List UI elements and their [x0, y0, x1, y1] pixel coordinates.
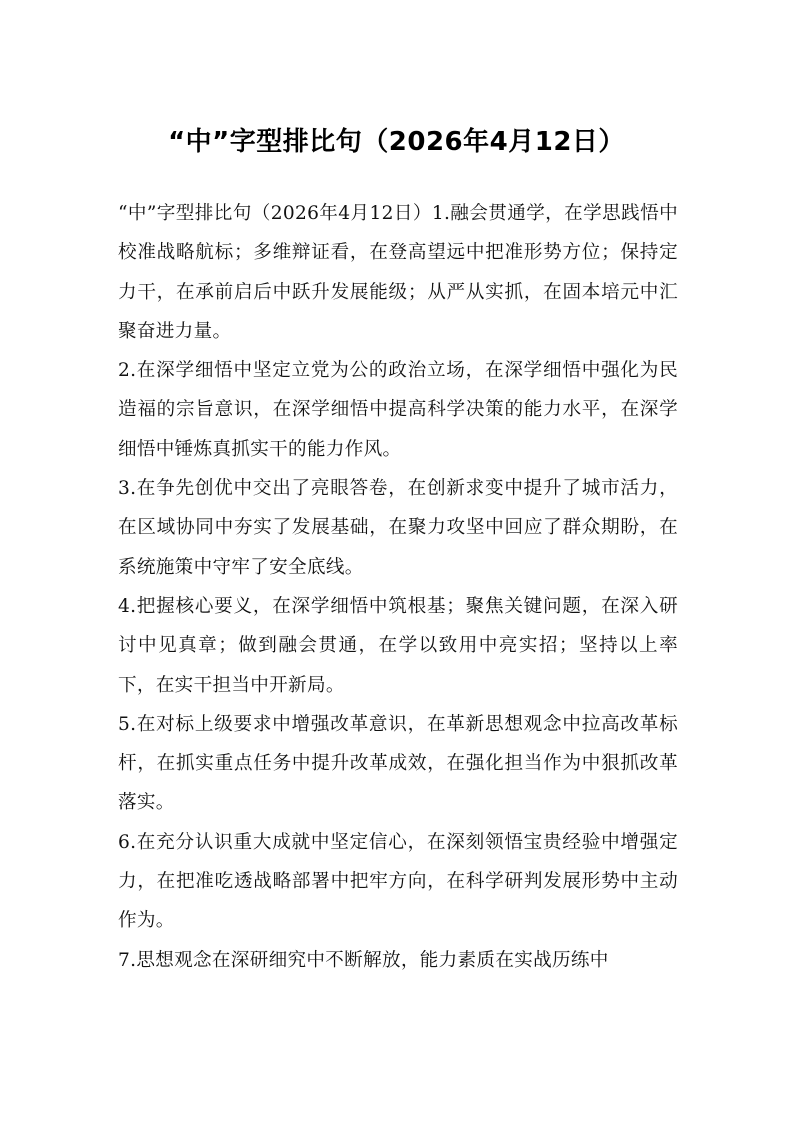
paragraph-6: 6.在充分认识重大成就中坚定信心，在深刻领悟宝贵经验中增强定力，在把准吃透战略部署中把牢方向，在科学研判发展形势中主动作为。 — [118, 831, 678, 932]
document-title: “中”字型排比句（2026年4月12日） — [168, 127, 625, 157]
paragraph-3: 3.在争先创优中交出了亮眼答卷，在创新求变中提升了城市活力，在区域协同中夯实了发展基础，在聚力攻坚中回应了群众期盼，在系统施策中守牢了安全底线。 — [118, 478, 678, 578]
paragraph-1: “中”字型排比句（2026年4月12日）1.融会贯通学，在学思践悟中校准战略航标；多维辩证看，在登高望远中把准形势方位；保持定力干，在承前启后中跃升发展能级；从严从实抓，在固本培元中汇聚奋进力量。 — [118, 203, 678, 342]
paragraph-2: 2.在深学细悟中坚定立党为公的政治立场，在深学细悟中强化为民造福的宗旨意识，在深学细悟中提高科学决策的能力水平，在深学细悟中锤炼真抓实干的能力作风。 — [118, 360, 678, 460]
document-body — [118, 194, 678, 980]
paragraph-7: 7.思想观念在深研细究中不断解放，能力素质在实战历练中 — [118, 949, 609, 971]
paragraph-4: 4.把握核心要义，在深学细悟中筑根基；聚焦关键问题，在深入研讨中见真章；做到融会贯通，在学以致用中亮实招；坚持以上率下，在实干担当中开新局。 — [118, 595, 678, 696]
paragraph-5: 5.在对标上级要求中增强改革意识，在革新思想观念中拉高改革标杆，在抓实重点任务中提升改革成效，在强化担当作为中狠抓改革落实。 — [118, 713, 678, 814]
